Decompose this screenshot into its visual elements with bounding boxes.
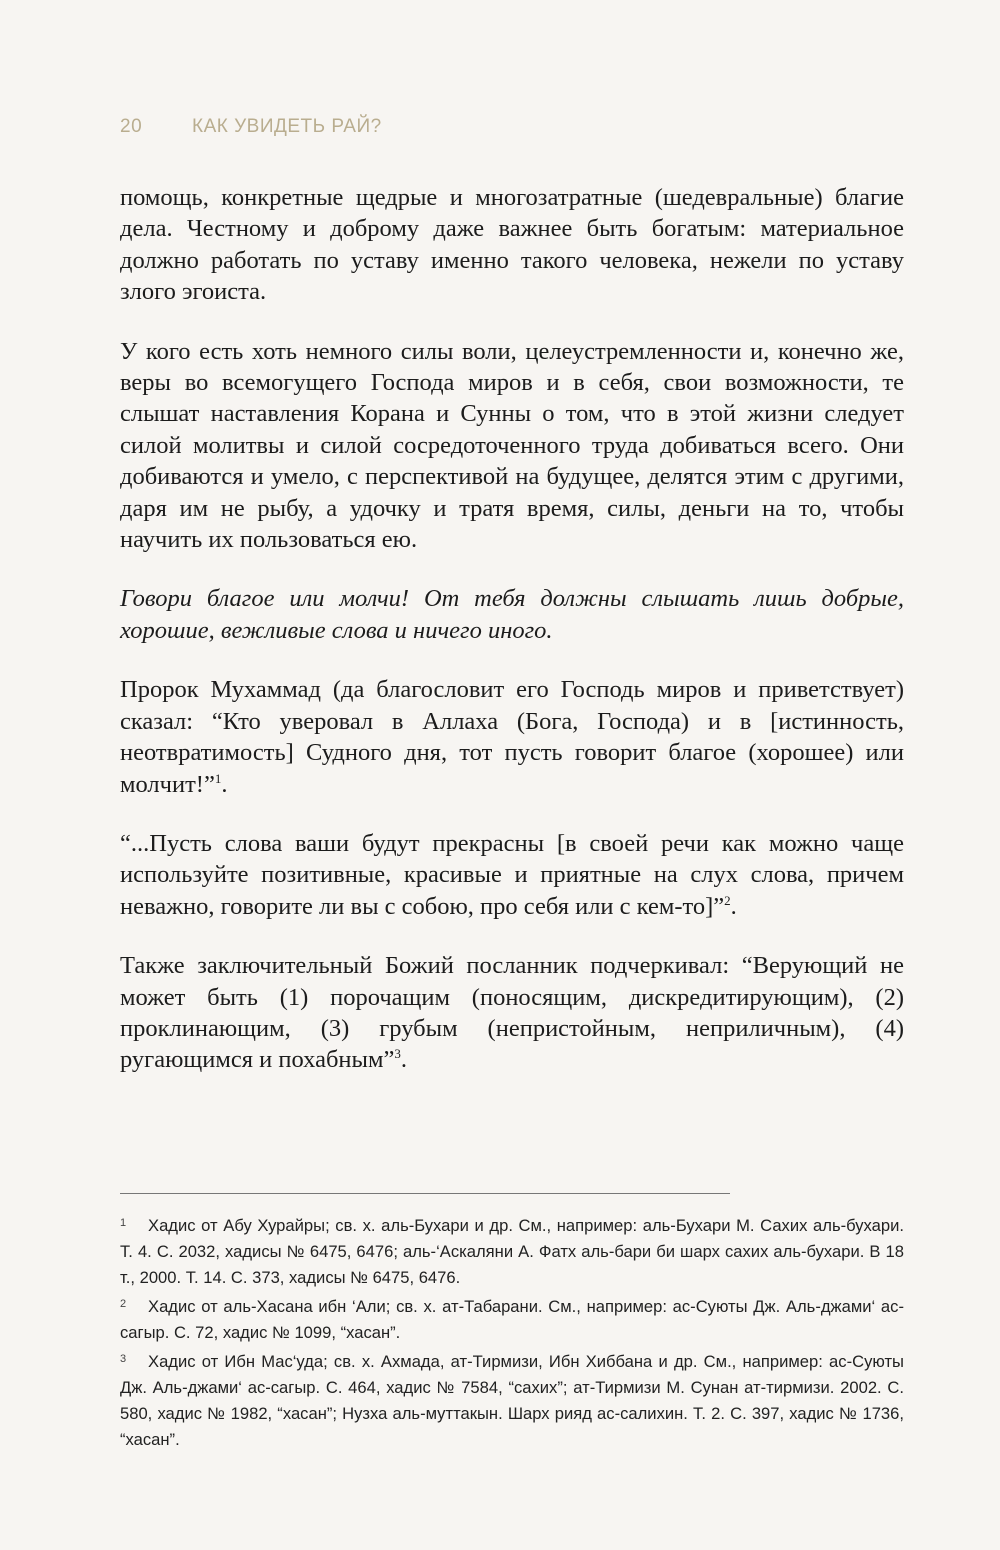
footnote-number: 2 bbox=[120, 1298, 127, 1310]
paragraph-5 bbox=[120, 828, 904, 922]
paragraph-4 bbox=[120, 674, 904, 800]
footnote-number: 1 bbox=[120, 1217, 127, 1229]
footnote-text: Хадис от аль-Хасана ибн ‘Али; св. х. ат-Табарани. См., например: ас-Суюты Дж. Аль-джами‘ ас-сагыр. С. 72, хадис № 1099, “хасан”. bbox=[120, 1297, 904, 1342]
footnote-ref-2: 2 bbox=[724, 892, 731, 908]
paragraph-4-text: Пророк Мухаммад (да благословит его Господь миров и приветствует) сказал: “Кто уверовал в Аллаха (Бога, Господа) и в [истинность, неотвратимость] Судного дня, тот пусть говорит благое (хорошее) или молчит!” bbox=[120, 676, 904, 798]
paragraph-1: помощь, конкретные щедрые и многозатратные (шедевральные) благие дела. Честному и доброму даже важнее быть богатым: материальное должно работать по уставу именно такого человека, нежели по уставу злого эгоиста. bbox=[120, 184, 904, 306]
footnotes bbox=[120, 1210, 904, 1453]
footnote-text: Хадис от Абу Хурайры; св. х. аль-Бухари и др. См., например: аль-Бухари М. Сахих аль-бухари. Т. 4. С. 2032, хадисы № 6475, 6476; аль-‘Аскаляни А. Фатх аль-бари би шарх сахих аль-бухари. В 18 т., 2000. Т. 14. С. 373, хадисы № 6475, 6476. bbox=[120, 1216, 904, 1287]
footnote-divider bbox=[120, 1193, 730, 1194]
footnote-number: 3 bbox=[120, 1353, 127, 1365]
paragraph-5-text: “...Пусть слова ваши будут прекрасны [в своей речи как можно чаще используйте позитивные, красивые и приятные на слух слова, причем неважно, говорите ли вы с собою, про себя или с кем-то]” bbox=[120, 829, 904, 920]
paragraph-2: У кого есть хоть немного силы воли, целеустремленности и, конечно же, веры во всемогущего Господа миров и в себя, свои возможности, те слышат наставления Корана и Сунны о том, что в этой жизни следует силой молитвы и силой сосредоточенного труда добиваться всего. Они добиваются и умело, с перспективой на будущее, делятся этим с другими, даря им не рыбу, а удочку и тратя время, силы, деньги на то, чтобы научить их пользоваться ею. bbox=[120, 337, 904, 554]
running-header bbox=[120, 116, 382, 138]
footnote-3 bbox=[120, 1346, 904, 1453]
footnote-ref-3: 3 bbox=[394, 1046, 401, 1062]
footnote-2 bbox=[120, 1291, 904, 1346]
paragraph-3-italic: Говори благое или молчи! От тебя должны слышать лишь добрые, хорошие, вежливые слова и ничего иного. bbox=[120, 585, 904, 644]
paragraph-6-text: Также заключительный Божий посланник подчеркивал: “Верующий не может быть (1) порочащим (поносящим, дискредитирующим), (2) проклинающим, (3) грубым (непристойным, неприличным), (4) ругающимся и похабным” bbox=[120, 952, 904, 1074]
paragraph-6 bbox=[120, 950, 904, 1076]
paragraph-6-end: . bbox=[400, 1046, 407, 1074]
paragraph-4-end: . bbox=[221, 770, 228, 798]
paragraph-5-end: . bbox=[730, 892, 737, 920]
footnote-text: Хадис от Ибн Мас‘уда; св. х. Ахмада, ат-Тирмизи, Ибн Хиббана и др. См., например: ас-Суюты Дж. Аль-джами‘ ас-сагыр. С. 464, хадис № 7584, “сахих”; ат-Тирмизи М. Сунан ат-тирмизи. 2002. С. 580, хадис № 1982, “хасан”; Нузха аль-муттакын. Шарх рияд ас-салихин. Т. 2. С. 397, хадис № 1736, “хасан”. bbox=[120, 1352, 904, 1449]
running-title: КАК УВИДЕТЬ РАЙ? bbox=[192, 116, 382, 137]
page-number: 20 bbox=[120, 116, 143, 137]
footnote-1 bbox=[120, 1210, 904, 1291]
footnote-ref-1: 1 bbox=[214, 770, 222, 786]
main-text bbox=[120, 182, 904, 1104]
